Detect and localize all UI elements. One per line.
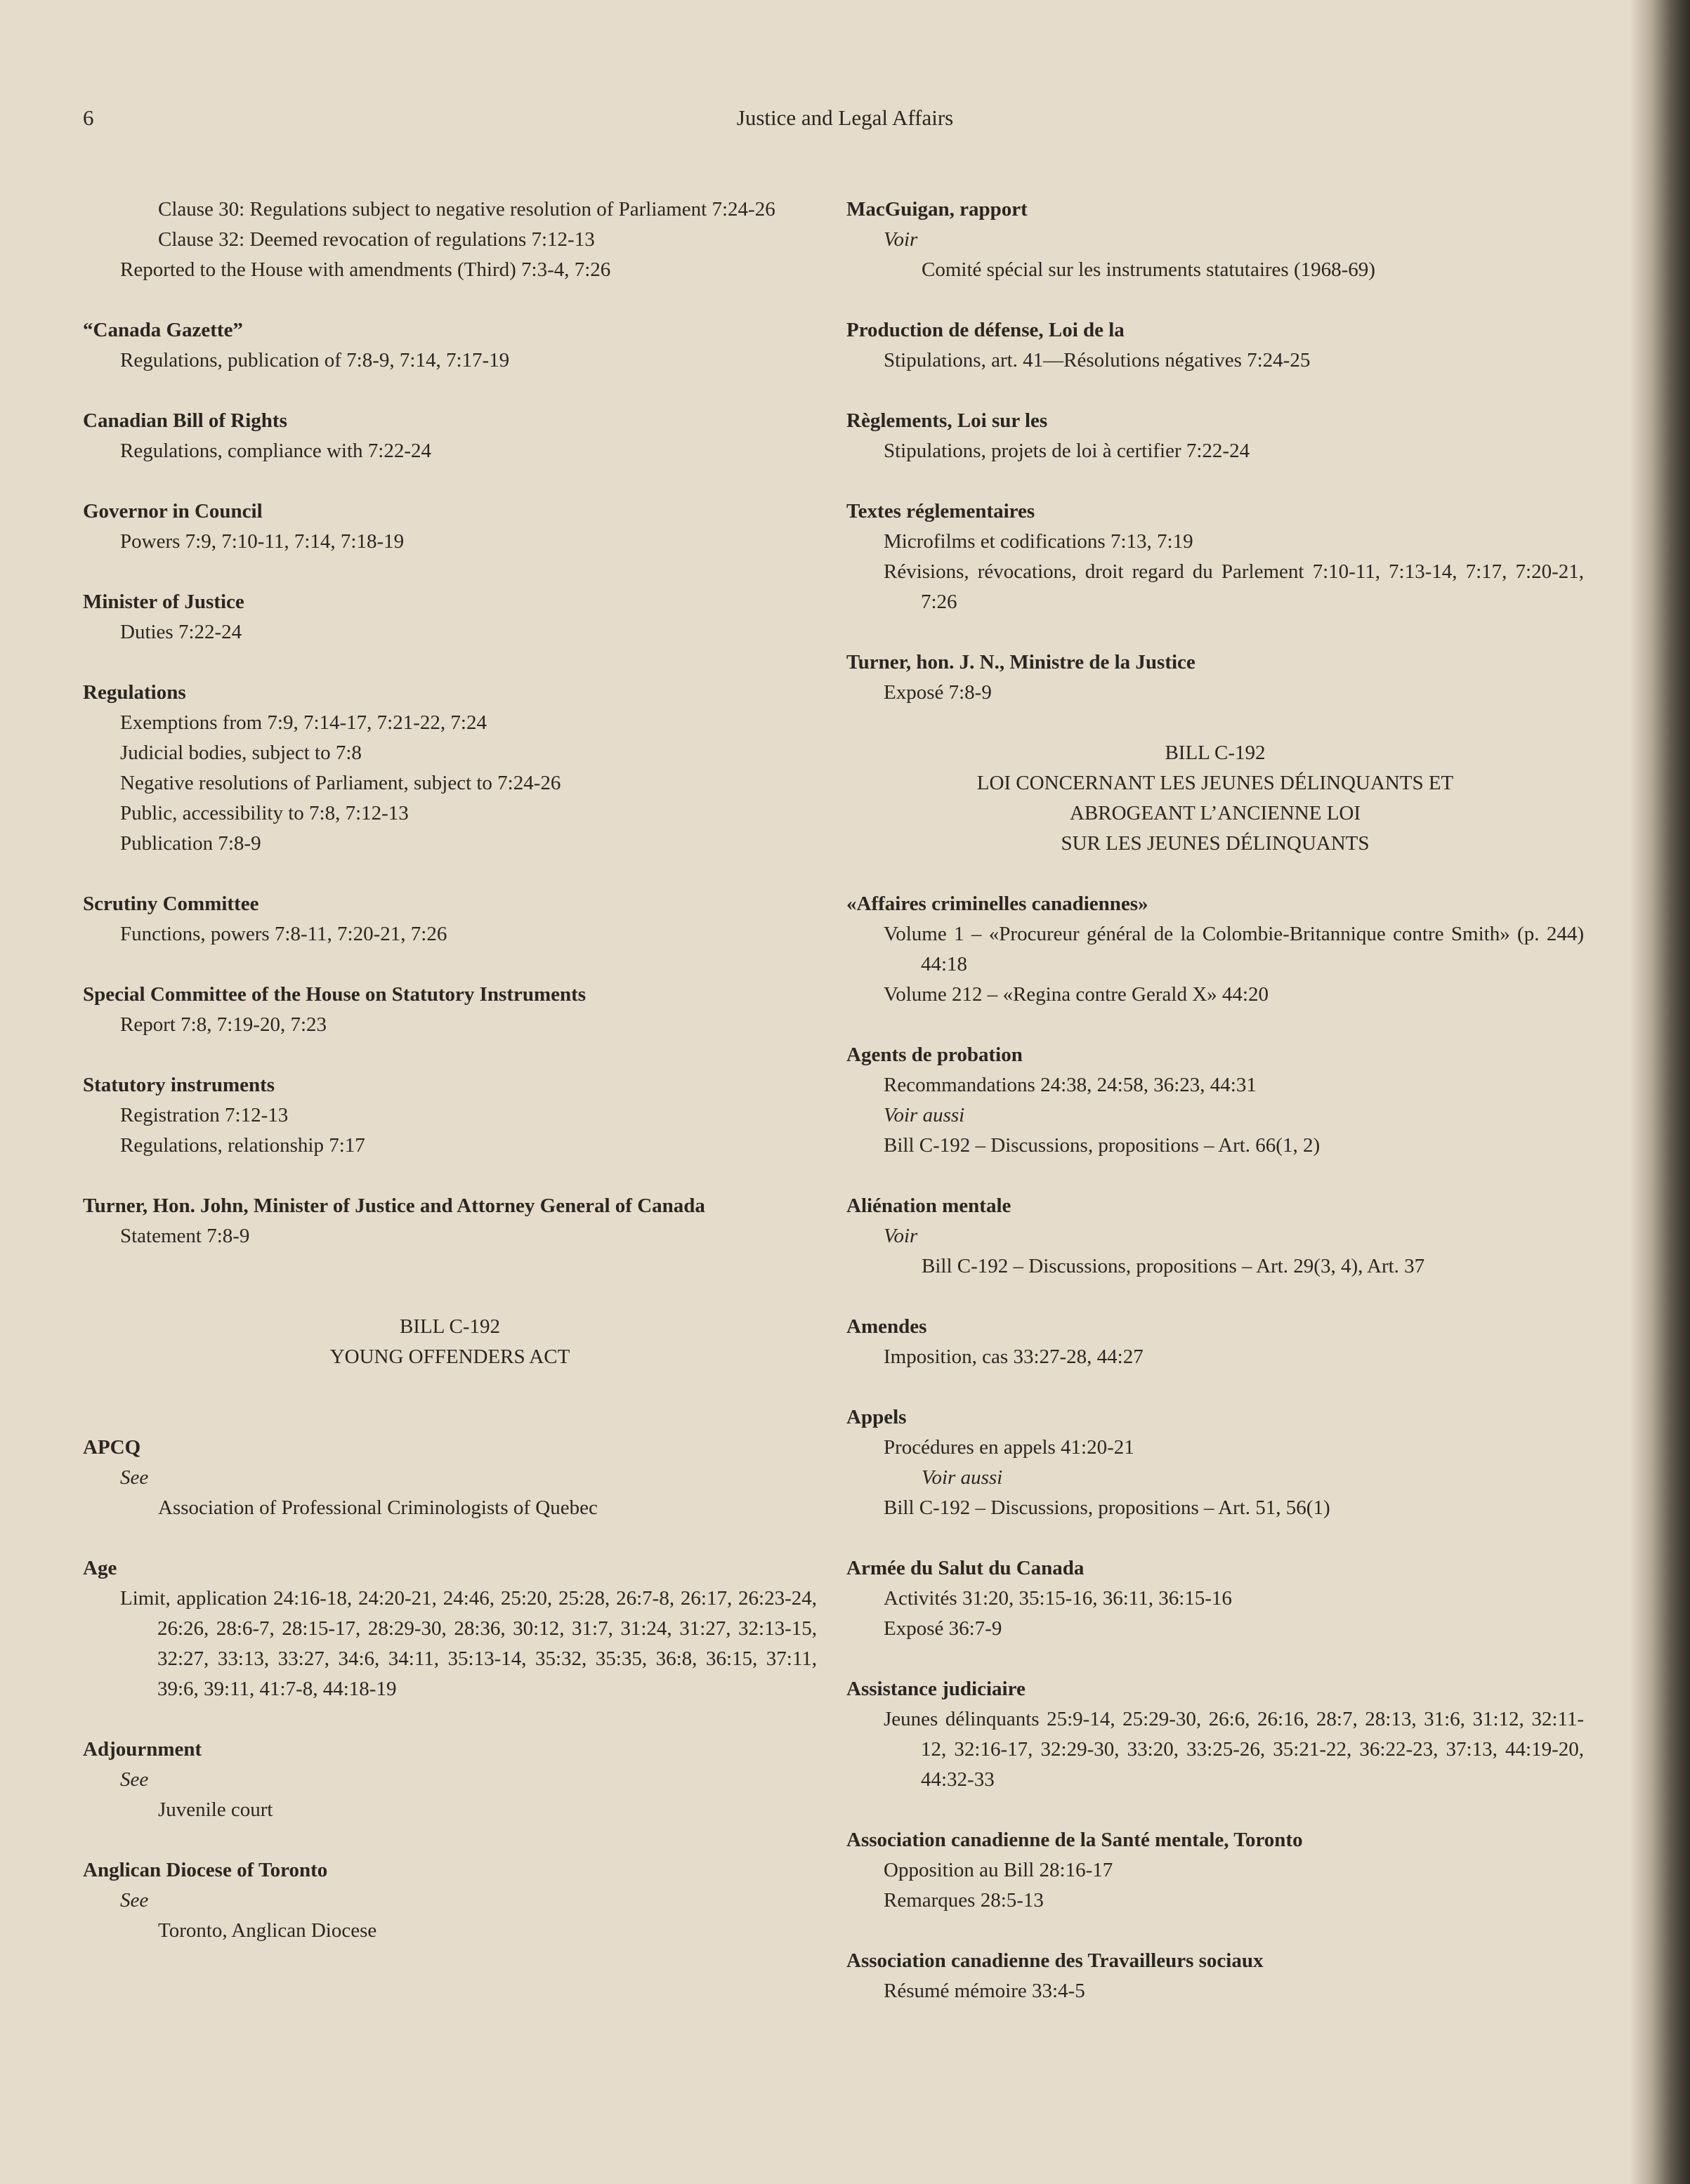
- index-subentry: Volume 1 – «Procureur général de la Colombie-Britannique contre Smith» (p. 244) 44:18: [884, 923, 1584, 975]
- index-subentry: Functions, powers 7:8-11, 7:20-21, 7:26: [120, 923, 447, 945]
- cross-reference-target: Comité spécial sur les instruments statutaires (1968-69): [922, 258, 1375, 281]
- index-heading: Statutory instruments: [83, 1074, 275, 1096]
- cross-reference-target: Association of Professional Criminologists of Quebec: [158, 1496, 598, 1519]
- index-heading: Textes réglementaires: [846, 500, 1035, 522]
- index-heading: Special Committee of the House on Statutory Instruments: [83, 983, 587, 1006]
- index-heading: Age: [83, 1557, 117, 1579]
- cross-reference-target: Juvenile court: [158, 1798, 273, 1821]
- index-subentry: Registration 7:12-13: [120, 1104, 289, 1126]
- index-heading: APCQ: [83, 1436, 141, 1459]
- index-heading: MacGuigan, rapport: [846, 198, 1028, 221]
- see-reference: See: [120, 1889, 149, 1912]
- index-heading: Adjournment: [83, 1738, 202, 1761]
- index-entry: [846, 1674, 1584, 1795]
- index-subentry: Regulations, compliance with 7:22-24: [120, 440, 431, 462]
- section-title-line: ABROGEANT L’ANCIENNE LOI: [1069, 802, 1361, 824]
- page-edge-shadow: [1630, 0, 1690, 2184]
- index-entry: [846, 195, 1584, 285]
- cross-reference-target: Bill C-192 – Discussions, propositions – Art. 51, 56(1): [884, 1496, 1330, 1519]
- index-entry: [846, 889, 1584, 1010]
- index-entry: [83, 496, 817, 557]
- index-entry: [846, 406, 1584, 466]
- index-subentry: Clause 32: Deemed revocation of regulations 7:12-13: [158, 228, 595, 251]
- index-subentry: Limit, application 24:16-18, 24:20-21, 24:46, 25:20, 25:28, 26:7-8, 26:17, 26:23-24, 26:26, 28:6-7, 28:15-17, 28:29-30, 28:36, 30:12, 31:7, 31:24, 31:27, 32:13-15, 32:27, 33:13, 33:27, 34:6, 34:11, 35:13-14, 35:32, 35:35, 36:8, 36:15, 37:11, 39:6, 39:11, 41:7-8, 44:18-19: [120, 1587, 817, 1700]
- index-entry: [83, 1191, 817, 1251]
- index-subentry: Stipulations, projets de loi à certifier 7:22-24: [884, 440, 1250, 462]
- index-heading: Turner, Hon. John, Minister of Justice and Attorney General of Canada: [83, 1195, 705, 1217]
- see-also-reference: Voir aussi: [922, 1466, 1003, 1489]
- index-entry: [83, 315, 817, 376]
- index-heading: Appels: [846, 1406, 907, 1428]
- index-entry: [846, 647, 1584, 708]
- index-heading: Aliénation mentale: [846, 1195, 1011, 1217]
- cross-reference-target: Bill C-192 – Discussions, propositions – Art. 29(3, 4), Art. 37: [922, 1255, 1425, 1277]
- index-heading: Canadian Bill of Rights: [83, 409, 287, 432]
- index-entry: [846, 1946, 1584, 2006]
- index-subentry: Report 7:8, 7:19-20, 7:23: [120, 1013, 327, 1036]
- index-subentry: Exemptions from 7:9, 7:14-17, 7:21-22, 7:24: [120, 711, 487, 734]
- index-entry: [846, 1040, 1584, 1161]
- index-subentry: Powers 7:9, 7:10-11, 7:14, 7:18-19: [120, 530, 405, 553]
- section-title: [846, 738, 1584, 859]
- section-title-line: SUR LES JEUNES DÉLINQUANTS: [1061, 832, 1370, 855]
- index-entry: [83, 1553, 817, 1704]
- index-heading: “Canada Gazette”: [83, 319, 243, 341]
- cross-reference-target: Bill C-192 – Discussions, propositions – Art. 66(1, 2): [884, 1134, 1321, 1157]
- index-subentry: Imposition, cas 33:27-28, 44:27: [884, 1346, 1144, 1368]
- index-subentry: Publication 7:8-9: [120, 832, 261, 855]
- index-subentry: Reported to the House with amendments (Third) 7:3-4, 7:26: [120, 258, 611, 281]
- index-subentry: Regulations, publication of 7:8-9, 7:14, 7:17-19: [120, 349, 510, 371]
- index-entry: [846, 1553, 1584, 1644]
- index-heading: «Affaires criminelles canadiennes»: [846, 893, 1148, 915]
- index-heading: Armée du Salut du Canada: [846, 1557, 1085, 1579]
- index-heading: Amendes: [846, 1315, 927, 1338]
- index-subentry: Stipulations, art. 41—Résolutions négatives 7:24-25: [884, 349, 1311, 371]
- index-heading: Turner, hon. J. N., Ministre de la Justice: [846, 651, 1196, 673]
- index-entry: [83, 406, 817, 466]
- index-entry: [846, 315, 1584, 376]
- index-subentry: Microfilms et codifications 7:13, 7:19: [884, 530, 1193, 553]
- index-subentry: Volume 212 – «Regina contre Gerald X» 44:20: [884, 983, 1269, 1006]
- section-title-line: LOI CONCERNANT LES JEUNES DÉLINQUANTS ET: [976, 772, 1454, 794]
- index-heading: Assistance judiciaire: [846, 1678, 1026, 1700]
- index-subentry: Negative resolutions of Parliament, subject to 7:24-26: [120, 772, 561, 794]
- see-reference: See: [120, 1466, 149, 1489]
- right-column: [846, 195, 1584, 2037]
- index-heading: Production de défense, Loi de la: [846, 319, 1125, 341]
- index-entry: [83, 1855, 817, 1946]
- index-heading: Règlements, Loi sur les: [846, 409, 1048, 432]
- index-heading: Regulations: [83, 681, 186, 704]
- see-also-reference: Voir aussi: [884, 1104, 965, 1126]
- left-column: [83, 195, 817, 1976]
- see-reference: Voir: [884, 1225, 918, 1247]
- index-entry: [83, 980, 817, 1040]
- index-subentry: Judicial bodies, subject to 7:8: [120, 742, 362, 764]
- section-title: [83, 1312, 817, 1372]
- index-subentry: Résumé mémoire 33:4-5: [884, 1980, 1085, 2002]
- index-heading: Association canadienne des Travailleurs sociaux: [846, 1949, 1264, 1972]
- section-title-line: BILL C-192: [399, 1315, 501, 1338]
- index-entry: [83, 1433, 817, 1523]
- page-number: 6: [83, 105, 94, 130]
- index-entry: [83, 1735, 817, 1825]
- section-title-line: BILL C-192: [1165, 742, 1266, 764]
- index-heading: Agents de probation: [846, 1044, 1023, 1066]
- see-reference: Voir: [884, 228, 918, 251]
- index-heading: Anglican Diocese of Toronto: [83, 1859, 328, 1881]
- index-subentry: Regulations, relationship 7:17: [120, 1134, 365, 1157]
- index-entry: [83, 678, 817, 859]
- index-subentry: Opposition au Bill 28:16-17: [884, 1859, 1113, 1881]
- index-subentry: Public, accessibility to 7:8, 7:12-13: [120, 802, 409, 824]
- index-entry: [846, 496, 1584, 617]
- index-subentry: Révisions, révocations, droit regard du Parlement 7:10-11, 7:13-14, 7:17, 7:20-21, 7:26: [884, 560, 1584, 613]
- index-subentry: Statement 7:8-9: [120, 1225, 250, 1247]
- index-heading: Scrutiny Committee: [83, 893, 259, 915]
- index-entry: [846, 1312, 1584, 1372]
- continued-entry: [83, 195, 817, 285]
- see-reference: See: [120, 1768, 149, 1791]
- index-subentry: Remarques 28:5-13: [884, 1889, 1044, 1912]
- index-subentry: Recommandations 24:38, 24:58, 36:23, 44:31: [884, 1074, 1257, 1096]
- index-entry: [83, 1070, 817, 1161]
- index-entry: [846, 1825, 1584, 1916]
- index-entry: [83, 587, 817, 647]
- index-heading: Association canadienne de la Santé mentale, Toronto: [846, 1829, 1303, 1851]
- index-subentry: Duties 7:22-24: [120, 621, 242, 643]
- index-heading: Governor in Council: [83, 500, 263, 522]
- section-title-line: YOUNG OFFENDERS ACT: [329, 1346, 570, 1368]
- index-entry: [83, 889, 817, 949]
- index-heading: Minister of Justice: [83, 591, 244, 613]
- running-title: Justice and Legal Affairs: [736, 105, 954, 130]
- index-entry: [846, 1402, 1584, 1523]
- index-subentry: Clause 30: Regulations subject to negative resolution of Parliament 7:24-26: [158, 198, 775, 221]
- index-subentry: Exposé 36:7-9: [884, 1617, 1002, 1640]
- index-subentry: Exposé 7:8-9: [884, 681, 992, 704]
- index-entry: [846, 1191, 1584, 1282]
- index-subentry: Jeunes délinquants 25:9-14, 25:29-30, 26:6, 26:16, 28:7, 28:13, 31:6, 31:12, 32:11-12, 32:16-17, 32:29-30, 33:20, 33:25-26, 35:21-22, 36:22-23, 37:13, 44:19-20, 44:32-33: [884, 1708, 1584, 1791]
- cross-reference-target: Toronto, Anglican Diocese: [158, 1919, 377, 1942]
- index-subentry: Procédures en appels 41:20-21: [884, 1436, 1134, 1459]
- index-subentry: Activités 31:20, 35:15-16, 36:11, 36:15-16: [884, 1587, 1232, 1610]
